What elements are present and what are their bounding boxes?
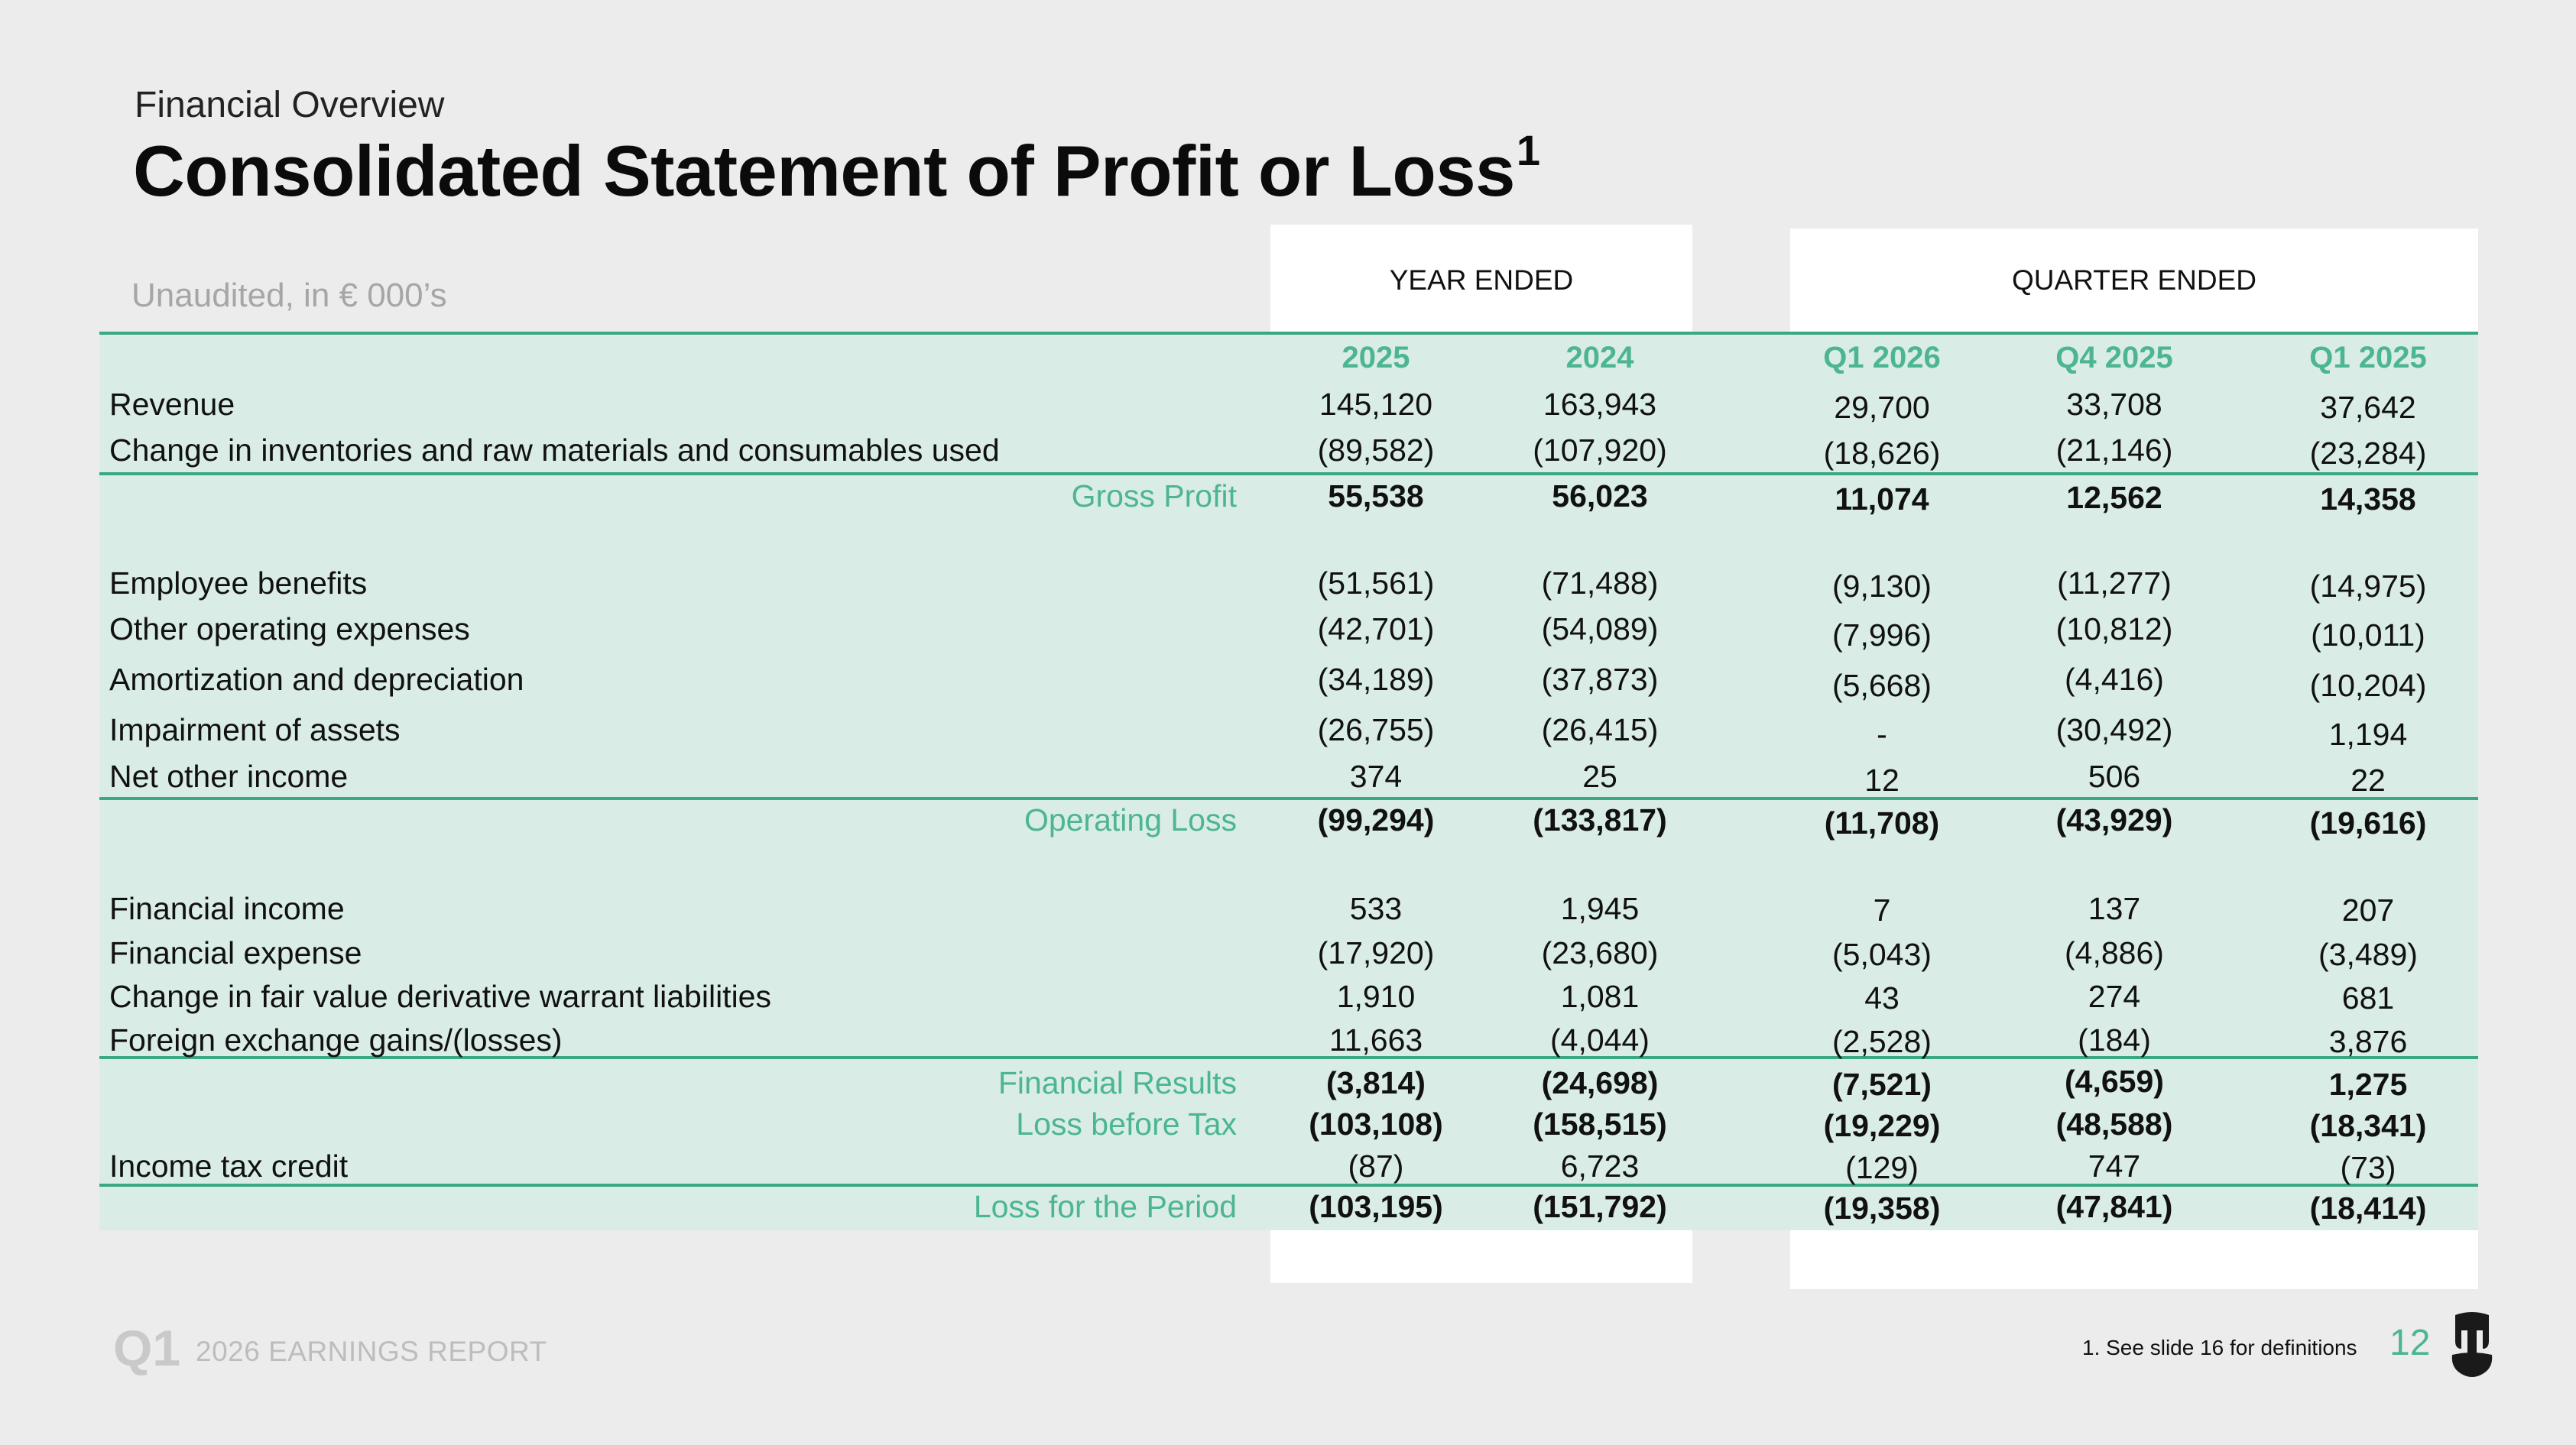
row-label-fx: Foreign exchange gains/(losses) [109,1022,563,1058]
table-cell: 33,708 [2066,387,2162,422]
col-header-2025: 2025 [1342,341,1410,374]
table-cell: 7 [1873,893,1891,928]
row-label-amortization: Amortization and depreciation [109,662,524,697]
table-cell: (42,701) [1317,611,1435,646]
footer-report-title: 2026 EARNINGS REPORT [196,1336,547,1367]
table-cell: (18,341) [2309,1108,2427,1143]
table-cell: 29,700 [1834,390,1930,425]
table-cell: 145,120 [1319,387,1433,422]
table-cell: (10,812) [2055,611,2173,646]
col-header-q4-2025: Q4 2025 [2055,341,2173,374]
table-cell: (19,358) [1823,1191,1941,1226]
table-cell: (133,817) [1533,802,1667,838]
table-cell: 3,876 [2328,1024,2408,1059]
table-cell: (3,814) [1326,1065,1426,1100]
table-cell: 1,194 [2328,717,2408,752]
quarter-ended-header: QUARTER ENDED [2011,264,2257,296]
table-cell: (10,011) [2311,617,2425,653]
table-cell: 1,275 [2328,1067,2408,1102]
table-cell: (129) [1845,1150,1919,1185]
table-cell: 22 [2351,763,2386,798]
table-cell: (18,626) [1823,436,1941,471]
table-cell: (14,975) [2309,569,2427,604]
table-cell: 163,943 [1543,387,1657,422]
table-cell: 374 [1349,759,1403,794]
row-label-financial-expense: Financial expense [109,935,362,970]
table-cell: 506 [2088,759,2141,794]
table-cell: (30,492) [2055,712,2173,747]
table-cell: 137 [2088,891,2141,926]
row-label-net-other-income: Net other income [109,759,349,794]
page-title-text: Consolidated Statement of Profit or Loss [133,131,1515,211]
table-cell: 12,562 [2066,480,2162,515]
row-label-income-tax: Income tax credit [109,1149,349,1184]
table-cell: (23,680) [1541,935,1659,970]
row-label-operating-loss: Operating Loss [1024,802,1237,838]
row-label-financial-income: Financial income [109,891,345,926]
col-header-2024: 2024 [1565,341,1634,374]
table-cell: (5,668) [1832,668,1932,703]
table-cell: 1,910 [1336,979,1416,1014]
table-cell: (54,089) [1541,611,1659,646]
row-label-warrant-liabilities: Change in fair value derivative warrant liabilities [109,979,771,1014]
top-rule [99,332,2478,335]
operating-loss-rule [99,797,2478,800]
table-cell: 1,945 [1560,891,1640,926]
row-label-gross-profit: Gross Profit [1071,478,1237,514]
table-cell: (26,415) [1541,712,1659,747]
row-label-other-opex: Other operating expenses [109,611,470,646]
table-cell: (47,841) [2055,1189,2173,1224]
row-label-loss-period: Loss for the Period [973,1189,1237,1224]
section-kicker: Financial Overview [135,85,445,125]
footer-quarter: Q1 [113,1320,181,1376]
row-label-revenue: Revenue [109,387,235,422]
row-label-employee-benefits: Employee benefits [109,565,368,601]
title-footnote-marker: 1 [1516,126,1540,174]
table-cell: (24,698) [1541,1065,1659,1100]
unit-note: Unaudited, in € 000’s [131,277,447,314]
table-cell: (21,146) [2055,433,2173,468]
table-cell: 25 [1582,759,1617,794]
table-cell: (11,708) [1824,805,1940,841]
table-cell: (99,294) [1317,802,1435,838]
col-header-q1-2025: Q1 2025 [2309,341,2427,374]
table-cell: (9,130) [1832,569,1932,604]
table-cell: (107,920) [1533,433,1667,468]
table-cell: (2,528) [1832,1024,1932,1059]
table-cell: 1,081 [1560,979,1640,1014]
table-cell: (184) [2078,1022,2151,1058]
table-cell: (37,873) [1541,662,1659,697]
table-cell: (43,929) [2055,802,2173,838]
gross-profit-rule [99,472,2478,475]
table-cell: (17,920) [1317,935,1435,970]
table-cell: (4,044) [1550,1022,1650,1058]
table-cell: (7,521) [1832,1067,1932,1102]
table-cell: 55,538 [1328,478,1424,514]
table-cell: (89,582) [1317,433,1435,468]
table-cell: 207 [2341,893,2395,928]
table-cell: (19,229) [1823,1108,1941,1143]
table-cell: (3,489) [2318,937,2418,972]
row-label-inventories: Change in inventories and raw materials and consumables used [109,433,1000,468]
col-header-q1-2026: Q1 2026 [1823,341,1941,374]
page-number: 12 [2389,1323,2431,1363]
table-cell: (7,996) [1832,617,1932,653]
table-cell: (73) [2340,1150,2396,1185]
table-cell: (4,886) [2065,935,2164,970]
table-cell: 274 [2088,979,2141,1014]
table-cell: 43 [1864,980,1900,1016]
table-cell: (4,659) [2065,1064,2164,1099]
table-cell: 56,023 [1552,478,1648,514]
table-cell: (19,616) [2309,805,2427,841]
table-cell: (11,277) [2057,565,2172,601]
table-cell: (103,195) [1309,1189,1443,1224]
table-cell: - [1877,717,1887,752]
page-title [133,126,1540,212]
table-cell: 533 [1349,891,1403,926]
table-cell: 11,074 [1835,481,1929,517]
table-cell: (23,284) [2309,436,2427,471]
table-cell: (71,488) [1541,565,1659,601]
row-label-impairment: Impairment of assets [109,712,401,747]
table-cell: 12 [1864,763,1900,798]
table-cell: (151,792) [1533,1189,1667,1224]
table-cell: (87) [1348,1149,1404,1184]
table-cell: (5,043) [1832,937,1932,972]
table-cell: (34,189) [1317,662,1435,697]
table-cell: (158,515) [1533,1106,1667,1142]
table-cell: (10,204) [2309,668,2427,703]
row-label-financial-results: Financial Results [998,1065,1237,1100]
year-ended-header: YEAR ENDED [1389,264,1574,296]
brand-logo-icon [2449,1311,2495,1379]
table-cell: (103,108) [1309,1106,1443,1142]
table-cell: 747 [2088,1149,2141,1184]
table-cell: 11,663 [1329,1022,1423,1058]
table-cell: (51,561) [1317,565,1435,601]
table-cell: 14,358 [2320,481,2416,517]
table-cell: (48,588) [2055,1106,2173,1142]
row-label-loss-before-tax: Loss before Tax [1016,1106,1237,1142]
table-cell: (18,414) [2309,1191,2427,1226]
table-cell: (26,755) [1317,712,1435,747]
table-cell: 6,723 [1560,1149,1640,1184]
footnote: 1. See slide 16 for definitions [2082,1336,2357,1359]
table-cell: 681 [2341,980,2395,1016]
table-cell: (4,416) [2065,662,2164,697]
table-cell: 37,642 [2320,390,2416,425]
